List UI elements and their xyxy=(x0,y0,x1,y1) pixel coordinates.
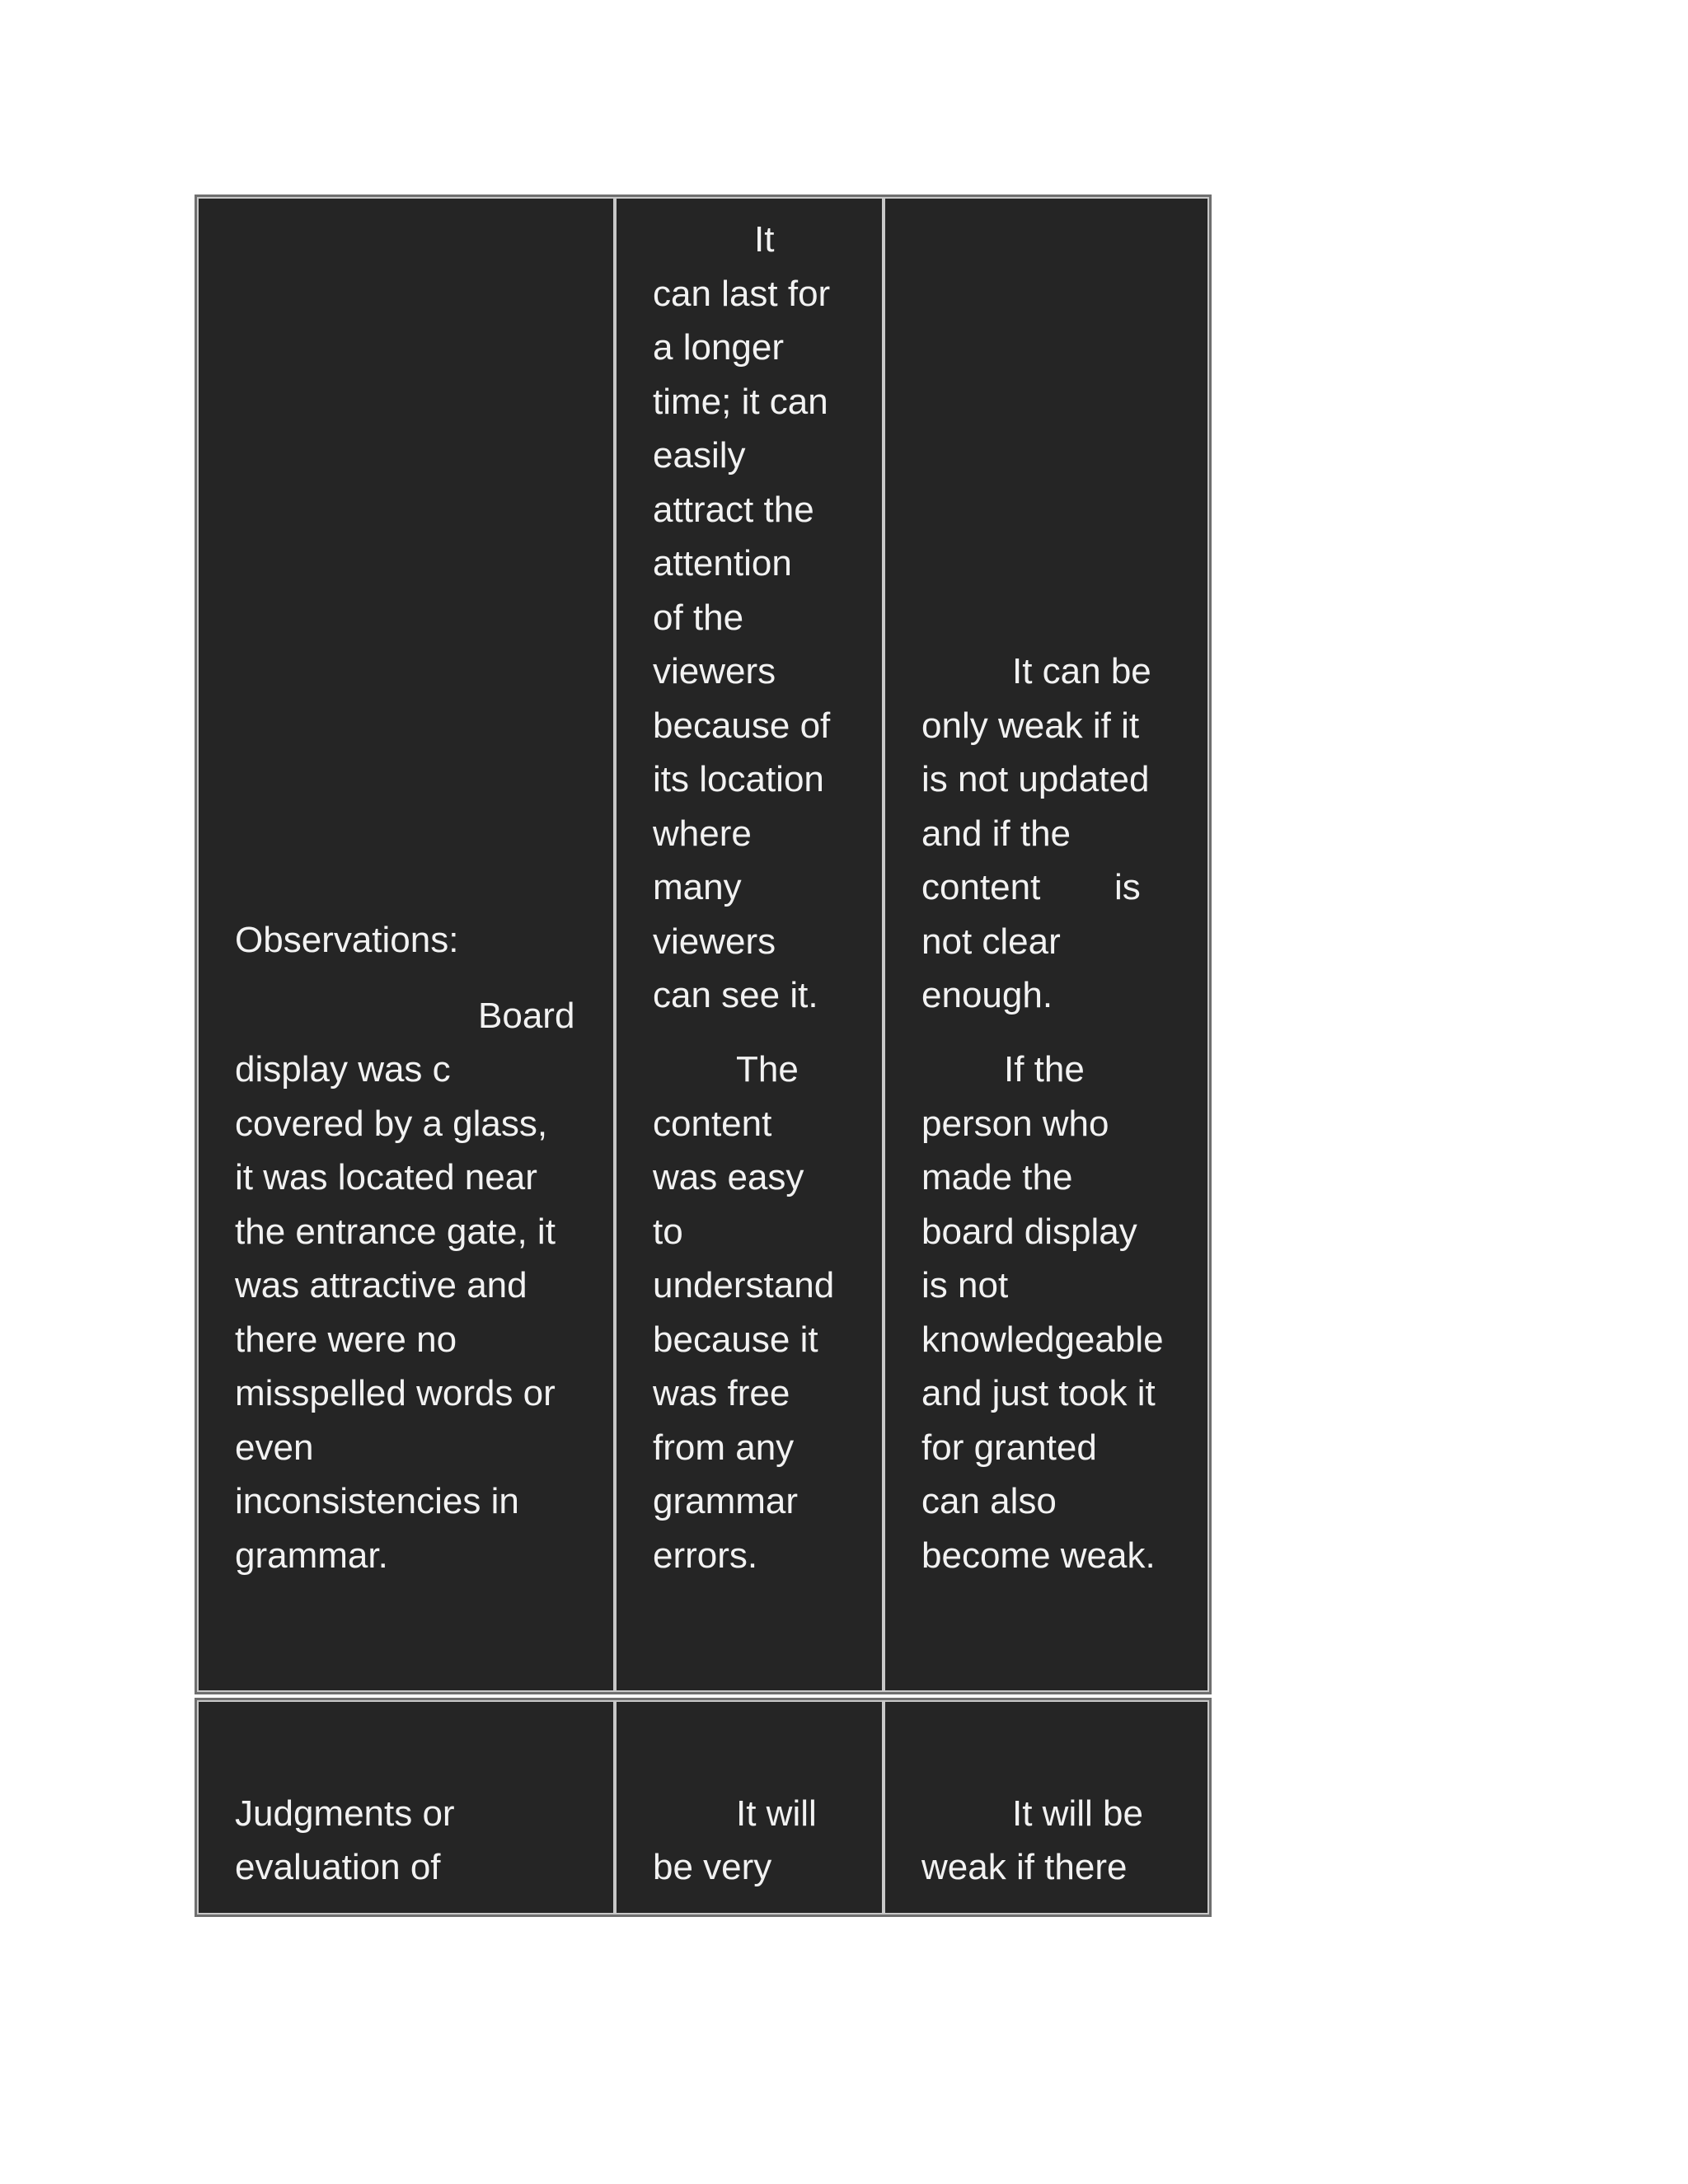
observations-text-line: misspelled words or xyxy=(235,1373,556,1413)
observations-text-line: it was located near xyxy=(235,1157,537,1197)
strengths-text-line: to xyxy=(653,1212,683,1252)
weaknesses-text-line: is not xyxy=(921,1265,1009,1305)
strengths-text-line: a longer xyxy=(653,327,785,368)
weaknesses-text-line: and just took it xyxy=(921,1373,1156,1413)
weaknesses-text-line: person who xyxy=(921,1104,1109,1144)
weaknesses-text-line: not clear xyxy=(921,921,1061,962)
weaknesses-text-line: is not updated xyxy=(921,759,1150,799)
observations-text-line: inconsistencies in xyxy=(235,1481,519,1521)
weaknesses-text-line-row-2: It will be xyxy=(1012,1793,1143,1834)
weaknesses-text-line: content xyxy=(921,867,1041,907)
observations-heading: Observations: xyxy=(235,920,459,960)
strengths-text-line: time; it can xyxy=(653,382,828,422)
weaknesses-text-line: is xyxy=(1114,867,1141,907)
strengths-text-line: where xyxy=(653,813,752,854)
strengths-text-line: grammar xyxy=(653,1481,799,1521)
weaknesses-text-line: board display xyxy=(921,1212,1137,1252)
strengths-text-line: of the xyxy=(653,598,744,638)
observations-text-line: display was c xyxy=(235,1049,451,1090)
weaknesses-text-line: and if the xyxy=(921,813,1071,854)
strengths-text-line: The xyxy=(736,1049,799,1090)
strengths-text-line: understand xyxy=(653,1265,835,1305)
observations-text-line: grammar. xyxy=(235,1535,388,1576)
weaknesses-text-line: made the xyxy=(921,1157,1073,1197)
weaknesses-text-line: for granted xyxy=(921,1427,1097,1468)
strengths-text-line: from any xyxy=(653,1427,795,1468)
judgments-text-line: Judgments or xyxy=(235,1793,455,1834)
strengths-text-line: its location xyxy=(653,759,824,799)
observations-text-line: the entrance gate, it xyxy=(235,1212,556,1252)
strengths-text-line: viewers xyxy=(653,921,776,962)
strengths-text-line: was free xyxy=(653,1373,790,1413)
strengths-text-line: because it xyxy=(653,1319,818,1360)
observations-text-line: covered by a glass, xyxy=(235,1104,548,1144)
strengths-text-line: attract the xyxy=(653,490,814,530)
weaknesses-text-line: enough. xyxy=(921,975,1053,1015)
strengths-text-line: easily xyxy=(653,435,746,476)
observations-text-line: there were no xyxy=(235,1319,457,1360)
weaknesses-text-line: can also xyxy=(921,1481,1057,1521)
strengths-text-line: viewers xyxy=(653,651,776,691)
weaknesses-text-line: It can be xyxy=(1012,651,1151,691)
strengths-text-line: content xyxy=(653,1104,772,1144)
observations-text-line: Board xyxy=(478,996,575,1036)
strengths-text-line: many xyxy=(653,867,742,907)
weaknesses-text-line: only weak if it xyxy=(921,705,1140,746)
weaknesses-text-line-row-2: weak if there xyxy=(921,1847,1128,1887)
strengths-text-line: because of xyxy=(653,705,831,746)
judgments-text-line: evaluation of xyxy=(235,1847,441,1887)
strengths-text-line-row-2: be very xyxy=(653,1847,772,1887)
observations-text-line: was attractive and xyxy=(235,1265,528,1305)
strengths-text-line: can last for xyxy=(653,274,831,314)
strengths-text-line: can see it. xyxy=(653,975,818,1015)
strengths-text-line: attention xyxy=(653,543,792,583)
strengths-text-line: It xyxy=(754,219,775,260)
strengths-text-line: was easy xyxy=(653,1157,804,1197)
observations-text-line: even xyxy=(235,1427,314,1468)
strengths-text-line-row-2: It will xyxy=(736,1793,817,1834)
weaknesses-text-line: If the xyxy=(1004,1049,1085,1090)
weaknesses-text-line: knowledgeable xyxy=(921,1319,1164,1360)
weaknesses-text-line: become weak. xyxy=(921,1535,1156,1576)
strengths-text-line: errors. xyxy=(653,1535,758,1576)
